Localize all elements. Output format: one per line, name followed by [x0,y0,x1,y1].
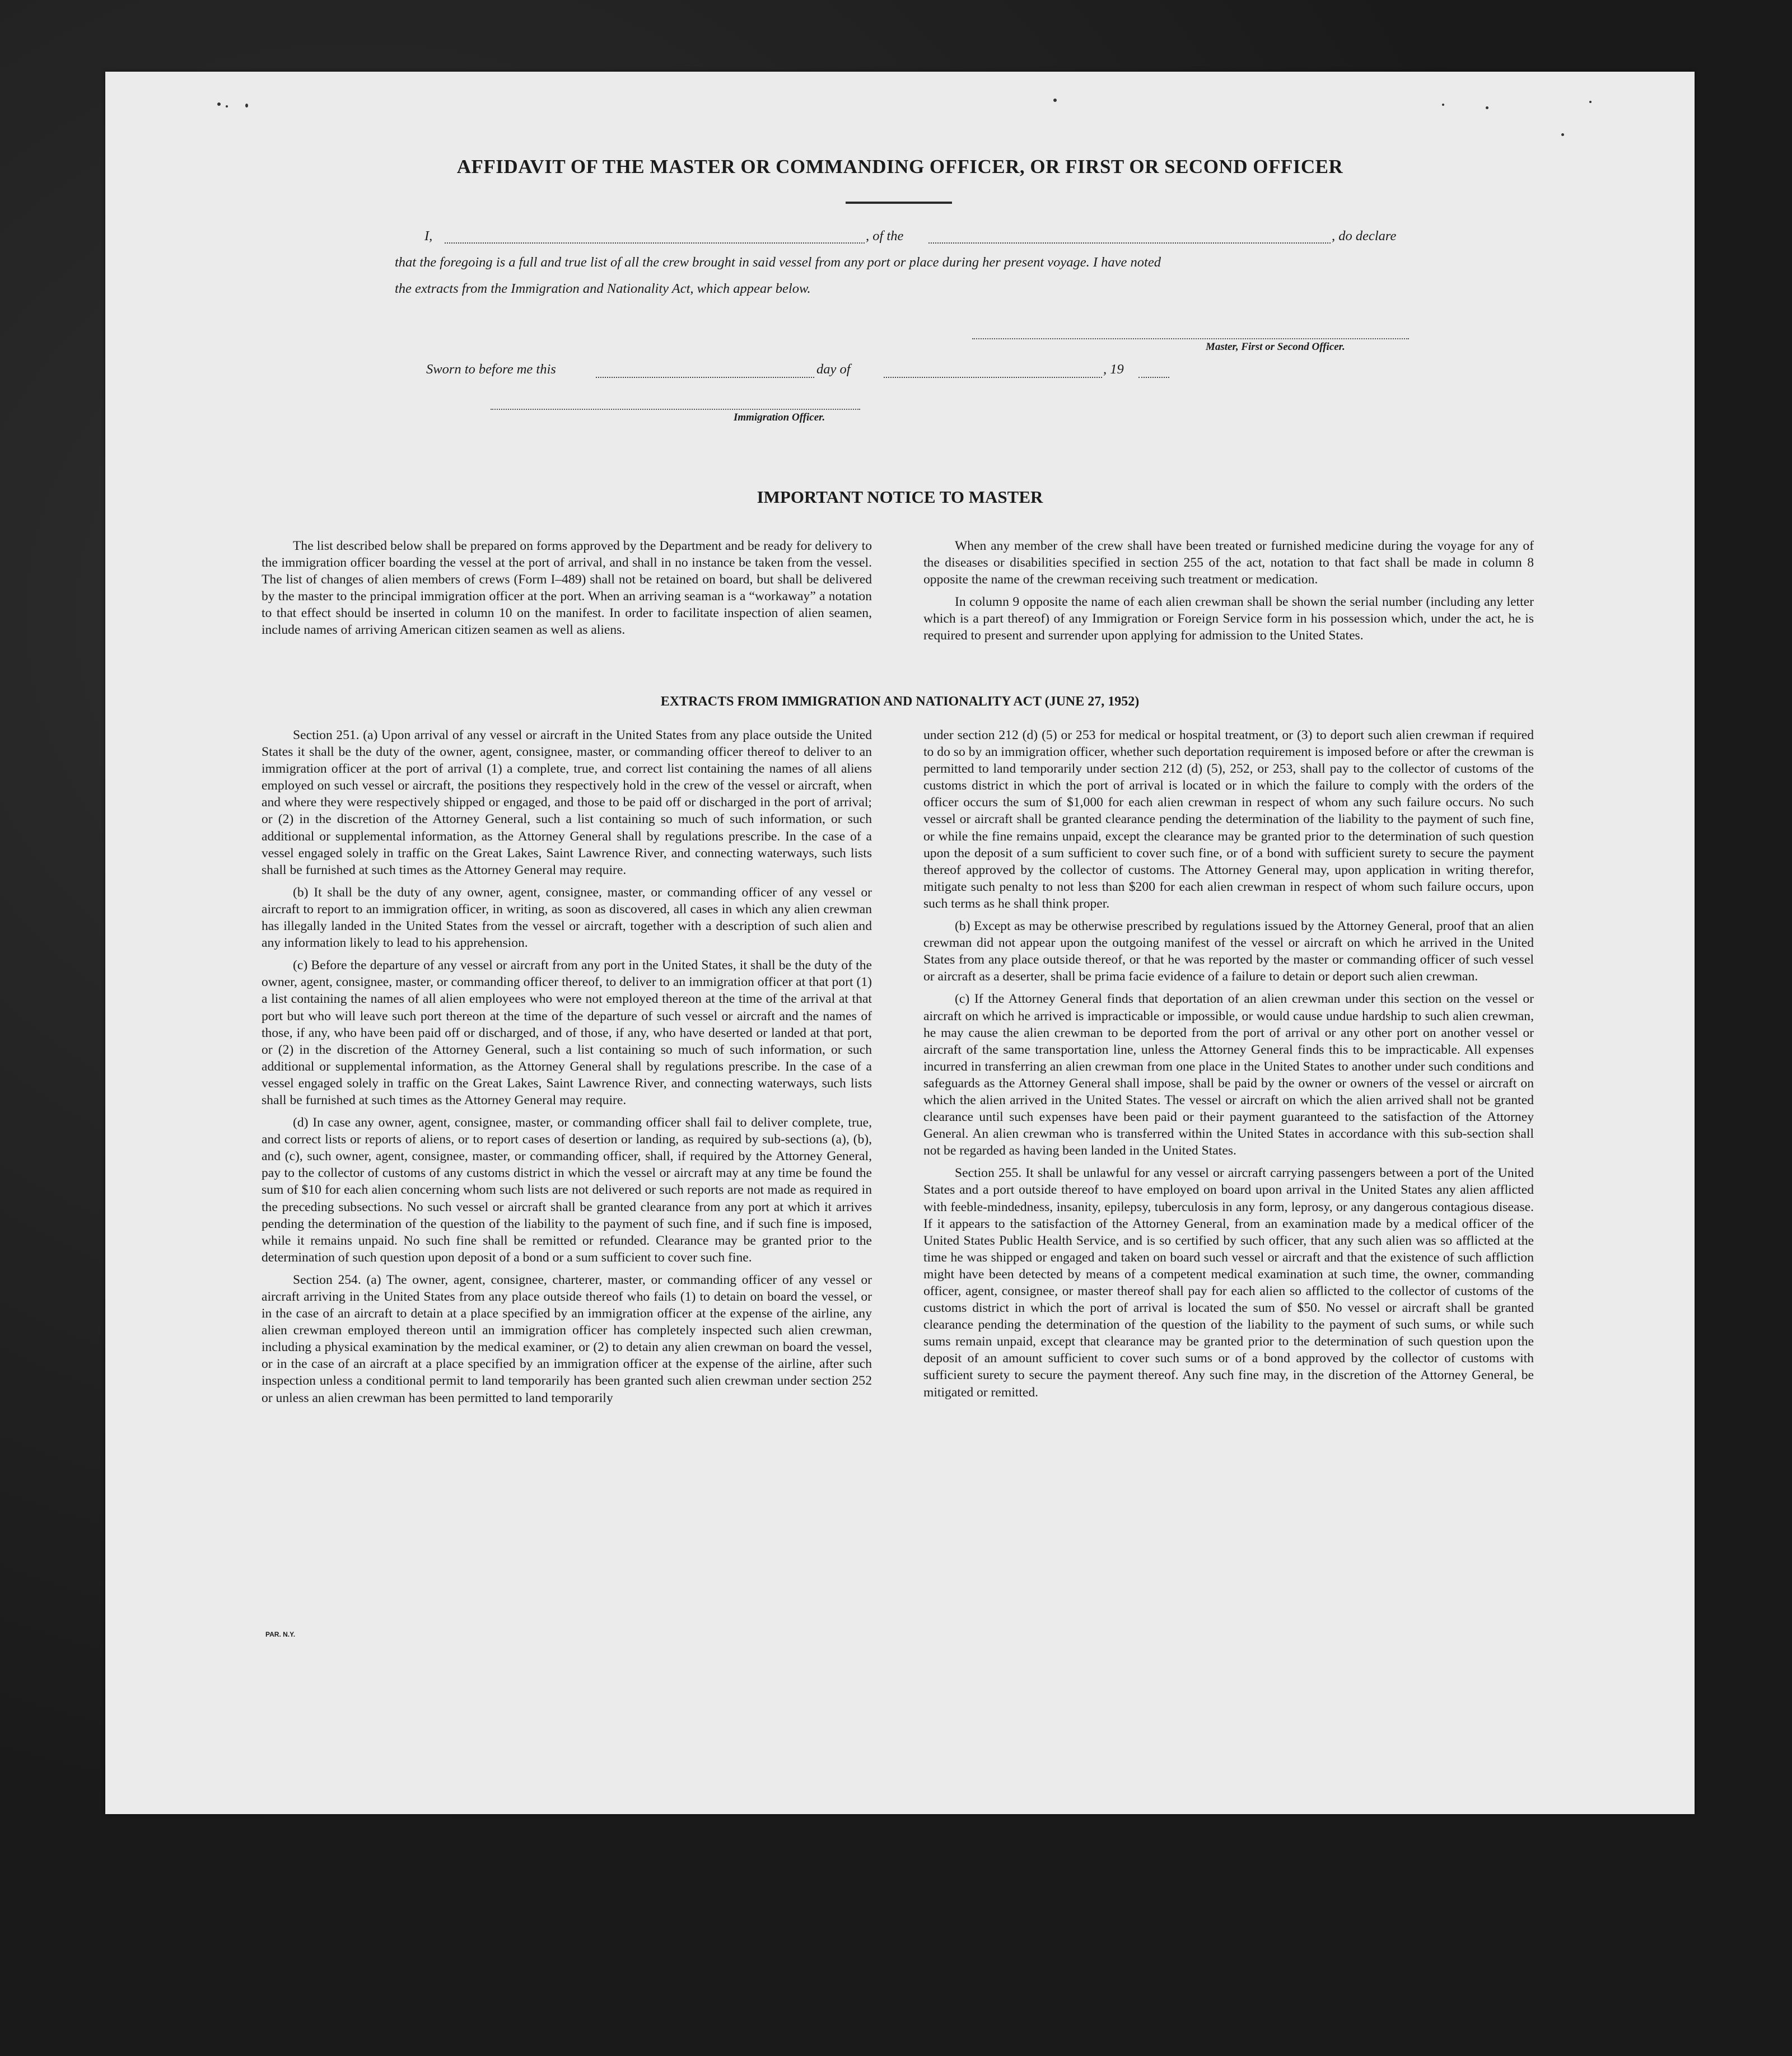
name-blank[interactable] [445,242,865,244]
master-caption: Master, First or Second Officer. [1206,341,1345,353]
section-254-a-continued: under section 212 (d) (5) or 253 for medical or hospital treatment, or (3) to deport such alien crewman if required to do so by an immigration officer, whether such deportation requirement is imposed before or after the crewman is permitted to land temporarily under section 212 (d) (5), 252, or 253, shall pay to the collector of customs of the customs district in which the port of arrival is located or in which the failure to comply with the orders of the officer occurs the sum of $1,000 for each alien crewman in respect of whom any such failure occurs. No such vessel or aircraft shall be granted clearance pending the determination of the liability to the payment of such fine, or while the fine remains unpaid, except the clearance may be granted prior to the determination of such question upon the deposit of a sum sufficient to cover such fine, or of a bond with sufficient surety to secure the payment thereof approved by the collector of customs. The Attorney General may, upon application in writing therefor, mitigate such penalty to not less than $200 for each alien crewman in respect of whom such failure occurs, upon such terms as he shall think proper. [923,728,1534,911]
declaration-i: I, [424,228,433,244]
sworn-label: Sworn to before me this [426,362,556,377]
declaration-line-3: the extracts from the Immigration and Nationality Act, which appear below. [395,281,811,296]
title-rule [846,202,952,204]
document-page [105,72,1695,1814]
declaration-of-the: , of the [866,228,904,244]
officer-caption: Immigration Officer. [734,412,825,423]
officer-signature-line[interactable] [491,409,860,410]
section-254-a: Section 254. (a) The owner, agent, consignee, charterer, master, or commanding officer of any vessel or aircraft arriving in the United States from any place outside thereof who fails (1) to detain on board the vessel, or in the case of an aircraft to detain at a place specified by an immigration officer at the expense of the airline, any alien crewman employed thereon until an immigration officer has completely inspected such alien crewman, including a physical examination by the medical examiner, or (2) to detain any alien crewman on board the vessel, or in the case of an aircraft at a place specified by an immigration officer at the expense of the airline, after such inspection unless a conditional permit to land temporarily has been granted such alien crewman under section 252 or unless an alien crewman has been permitted to land temporarily [262,1272,872,1405]
notice-left-column [262,538,872,644]
vessel-blank[interactable] [928,242,1331,244]
year-blank[interactable] [1138,377,1169,378]
year-label: , 19 [1103,362,1124,377]
section-251-b: (b) It shall be the duty of any owner, agent, consignee, master, or commanding officer of any vessel or aircraft to report to an immigration officer, in writing, as soon as discovered, all cases in which any alien crewman has illegally landed in the United States from the vessel or aircraft, together with a description of such alien and any information likely to lead to his apprehension. [262,885,872,951]
section-251-c: (c) Before the departure of any vessel or aircraft from any port in the United States, it shall be the duty of the owner, agent, consignee, master, or commanding officer thereof, to deliver to an immigration officer at that port (1) a list containing the names of all alien employees who were not employed thereon at the time of the arrival at that port but who will leave such port thereon at the time of the departure of such vessel or aircraft and the names of those, if any, who have been paid off or discharged, and of those, if any, who have deserted or landed at that port, or (2) in the discretion of the Attorney General, such a list containing so much of such information, or such additional or supplemental information, as the Attorney General shall by regulations prescribe. In the case of a vessel engaged solely in traffic on the Great Lakes, Saint Lawrence River, and connecting waterways, such lists shall be furnished at such times as the Attorney General may require. [262,958,872,1108]
section-254-b: (b) Except as may be otherwise prescribed by regulations issued by the Attorney General, proof that an alien crewman did not appear upon the outgoing manifest of the vessel or aircraft on which he arrived in the United States from any place outside thereof, or that he was reported by the master or commanding officer of such vessel or aircraft as a deserter, shall be prima facie evidence of a failure to detain or deport such alien crewman. [923,919,1534,984]
notice-right-paragraph-2: In column 9 opposite the name of each alien crewman shall be shown the serial number (including any letter which is a part thereof) of any Immigration or Foreign Service form in his possession which, under the act, he is required to present and surrender upon applying for admission to the United States. [923,595,1534,643]
month-blank[interactable] [884,377,1102,378]
notice-right-column [923,538,1534,650]
declaration-declare: , do declare [1332,228,1397,244]
extracts-title: EXTRACTS FROM IMMIGRATION AND NATIONALITY ACT (JUNE 27, 1952) [660,694,1140,709]
notice-right-paragraph-1: When any member of the crew shall have been treated or furnished medicine during the voyage for any of the diseases or disabilities specified in section 255 of the act, notation to that fact shall be made in column 8 opposite the name of the crewman receiving such treatment or medication. [923,539,1534,587]
extracts-left-column [262,727,872,1412]
declaration-line-2: that the foregoing is a full and true list of all the crew brought in said vessel from any port or place during her present voyage. I have noted [395,255,1161,270]
sworn-date-blank[interactable] [596,377,814,378]
section-251-a: Section 251. (a) Upon arrival of any vessel or aircraft in the United States from any place outside the United States it shall be the duty of the owner, agent, consignee, master, or commanding officer thereof to deliver to an immigration officer at the port of arrival (1) a complete, true, and correct list containing the names of all aliens employed on such vessel or aircraft, the positions they respectively hold in the crew of the vessel or aircraft, when and where they were respectively shipped or engaged, and those to be paid off or discharged in the port of arrival; or (2) in the discretion of the Attorney General, such a list containing so much of such information, or such additional or supplemental information, as the Attorney General shall by regulations prescribe. In the case of a vessel engaged solely in traffic on the Great Lakes, Saint Lawrence River, and connecting waterways, such lists shall be furnished at such times as the Attorney General may require. [262,728,872,877]
notice-title: IMPORTANT NOTICE TO MASTER [757,487,1043,507]
affidavit-title: AFFIDAVIT OF THE MASTER OR COMMANDING OFFICER, OR FIRST OR SECOND OFFICER [456,156,1343,177]
section-254-c: (c) If the Attorney General finds that deportation of an alien crewman under this section on the vessel or aircraft on which he arrived is impracticable or impossible, or would cause undue hardship to such alien crewman, he may cause the alien crewman to be deported from the port of arrival or any other port on another vessel or aircraft of the same transportation line, unless the Attorney General finds this to be impracticable. All expenses incurred in transferring an alien crewman from one place in the United States to another under such conditions and safeguards as the Attorney General shall impose, shall be paid by the owner or owners of the vessel or aircraft on which the alien arrived in the United States. The vessel or aircraft on which the alien arrived shall not be granted clearance until such expenses have been paid or their payment guaranteed to the satisfaction of the Attorney General. An alien crewman who is transferred within the United States in accordance with this sub-section shall not be regarded as having been landed in the United States. [923,992,1534,1158]
day-of-label: day of [816,362,851,377]
printer-mark: PAR. N.Y. [265,1630,296,1638]
master-signature-line[interactable] [972,338,1409,339]
extracts-right-column [923,727,1534,1407]
notice-left-paragraph: The list described below shall be prepared on forms approved by the Department and be ready for delivery to the immigration officer boarding the vessel at the port of arrival, and shall in no instance be taken from the vessel. The list of changes of alien members of crews (Form I–489) shall not be retained on board, but shall be delivered by the master to the principal immigration officer at the port. When an arriving seaman is a “workaway” a notation to that effect should be inserted in column 10 on the manifest. In order to facilitate inspection of alien seamen, include names of arriving American citizen seamen as well as aliens. [262,539,872,638]
section-255: Section 255. It shall be unlawful for any vessel or aircraft carrying passengers between a port of the United States and a port outside thereof to have employed on board upon arrival in the United States any alien afflicted with feeble-mindedness, insanity, epilepsy, tuberculosis in any form, leprosy, or any dangerous contagious disease. If it appears to the satisfaction of the Attorney General, from an examination made by a medical officer of the United States Public Health Service, and is so certified by such officer, that any such alien was so afflicted at the time he was shipped or engaged and taken on board such vessel or aircraft and that the existence of such affliction might have been detected by means of a competent medical examination at such time, the owner, commanding officer, agent, consignee, or master thereof shall pay for each alien so afflicted to the collector of customs of the customs district in which the port of arrival is located the sum of $50. No vessel or aircraft shall be granted clearance pending the determination of the question of the liability to the payment of such sums, or while such sums remain unpaid, except that clearance may be granted prior to the determination of such question upon the deposit of an amount sufficient to cover such sums or of a bond approved by the collector of customs with sufficient surety to secure the payment thereof. Any such fine may, in the discretion of the Attorney General, be mitigated or remitted. [923,1166,1534,1400]
section-251-d: (d) In case any owner, agent, consignee, master, or commanding officer shall fail to deliver complete, true, and correct lists or reports of aliens, or to report cases of desertion or landing, as required by sub-sections (a), (b), and (c), such owner, agent, consignee, master, or commanding officer, shall, if required by the Attorney General, pay to the collector of customs of any customs district in which the vessel or aircraft may at any time be found the sum of $10 for each alien concerning whom such lists are not delivered or such reports are not made as required in the preceding subsections. No such vessel or aircraft shall be granted clearance from any port at which it arrives pending the determination of the question of the liability to the payment of such fine, and if such fine is imposed, while it remains unpaid. No such fine shall be remitted or refunded. Clearance may be granted prior to the determination of such question upon deposit of a bond or a sum sufficient to cover such fine. [262,1115,872,1265]
